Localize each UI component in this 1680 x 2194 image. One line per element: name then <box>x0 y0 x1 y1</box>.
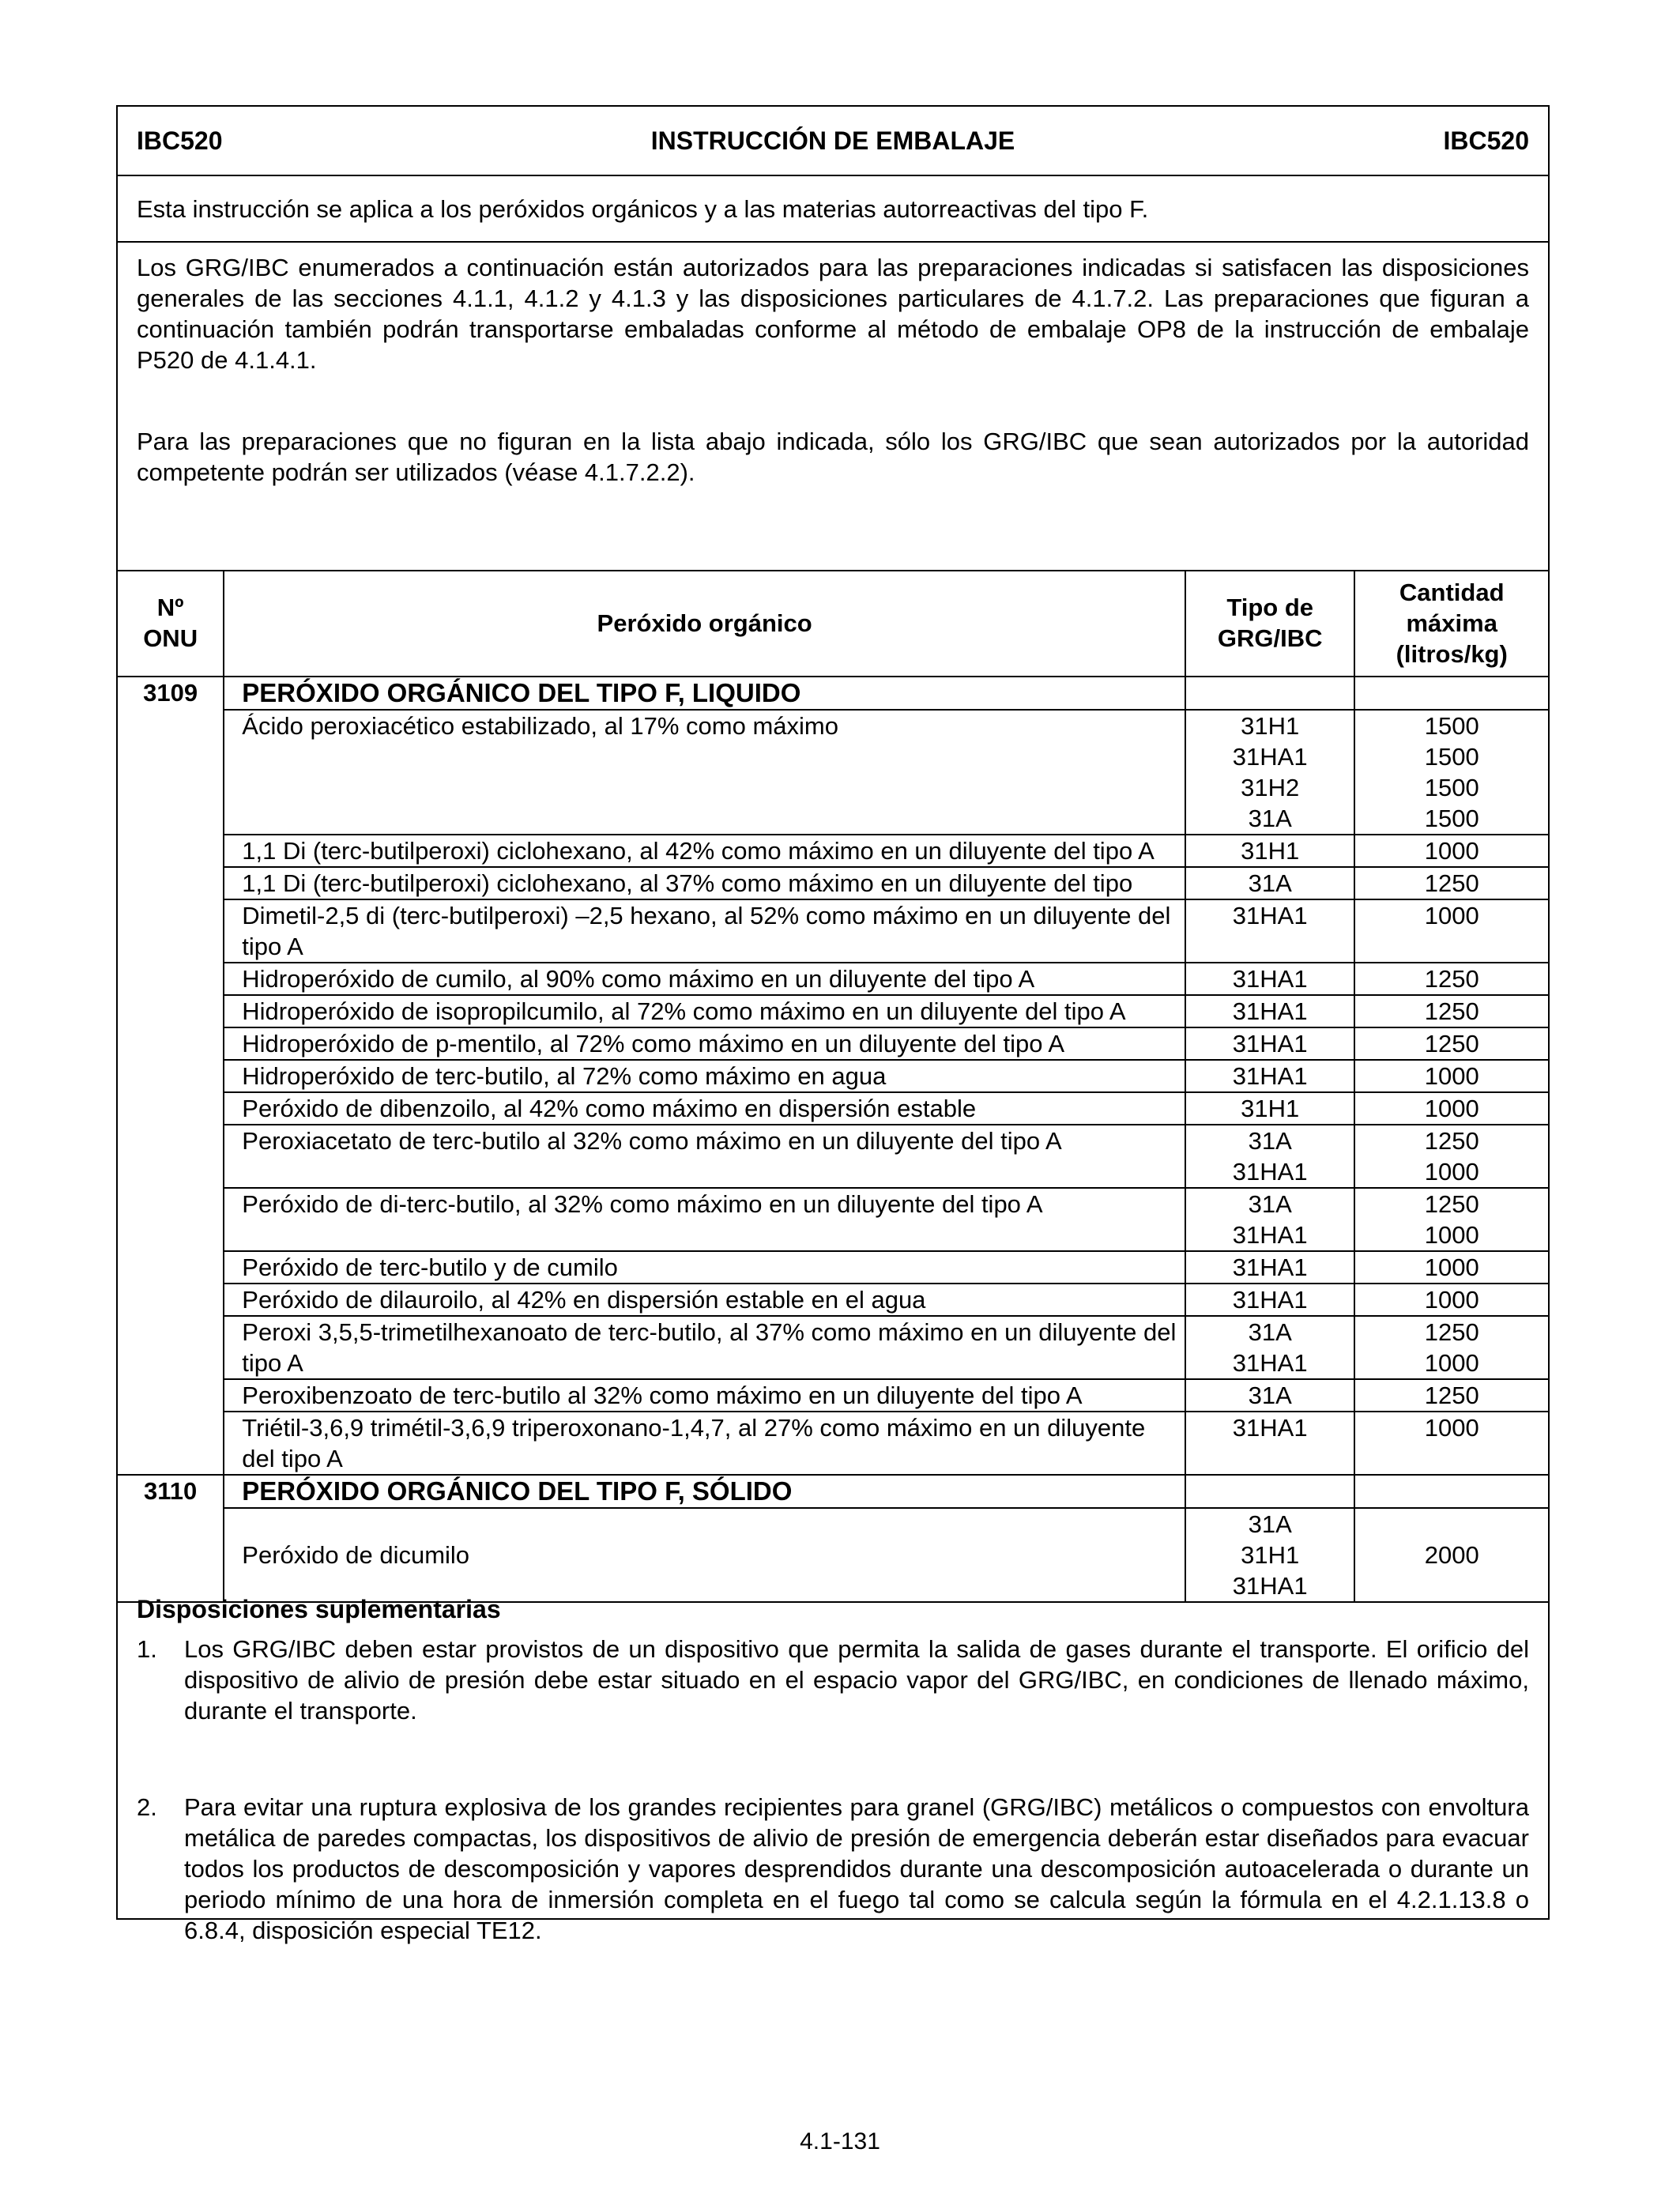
peroxide-name-cell: Triétil-3,6,9 trimétil-3,6,9 triperoxonano-1,4,7, al 27% como máximo en un diluyente del tipo A <box>224 1412 1185 1475</box>
item-number: 2. <box>137 1793 157 1821</box>
table-row <box>118 1188 1548 1251</box>
peroxide-table <box>118 570 1548 1603</box>
onu-number-cell: 3109 <box>118 677 224 1475</box>
peroxide-name-cell: Hidroperóxido de p-mentilo, al 72% como máximo en un diluyente del tipo A <box>224 1027 1185 1060</box>
max-quantity-cell: 1000 <box>1354 899 1548 963</box>
page-number: 4.1-131 <box>800 2128 880 2154</box>
ibc-type-cell: 31A 31HA1 <box>1185 1188 1354 1251</box>
ibc-type-cell: 31H1 31HA1 31H2 31A <box>1185 710 1354 835</box>
ibc-type-cell: 31H1 <box>1185 835 1354 867</box>
max-quantity-cell: 1000 <box>1354 1092 1548 1125</box>
ibc-type-cell: 31HA1 <box>1185 1284 1354 1316</box>
max-quantity-cell: 1000 <box>1354 1251 1548 1284</box>
provisions-paragraph-1: Los GRG/IBC enumerados a continuación están autorizados para las preparaciones indicadas si satisfacen las disposiciones generales de las secciones 4.1.1, 4.1.2 y 4.1.3 y las disposiciones particulares de 4.1.7.2. Las preparaciones que figuran a continuación también podrán transportarse embaladas conforme al método de embalaje OP8 de la instrucción de embalaje P520 de 4.1.4.1. <box>137 254 1529 374</box>
item-text: Para evitar una ruptura explosiva de los grandes recipientes para granel (GRG/IBC) metálicos o compuestos con envoltura metálica de paredes compactas, los dispositivos de alivio de presión de emergencia deberán estar diseñados para evacuar todos los productos de descomposición y vapores desprendidos durante una descomposición autoacelerada o durante un periodo mínimo de una hora de inmersión completa en el fuego tal como se calcula según la fórmula en el 4.2.1.13.8 o 6.8.4, disposición especial TE12. <box>184 1793 1529 1944</box>
peroxide-name-cell: 1,1 Di (terc-butilperoxi) ciclohexano, al 37% como máximo en un diluyente del tipo <box>224 867 1185 899</box>
instruction-header <box>118 107 1548 176</box>
ibc-type-cell: 31A 31HA1 <box>1185 1125 1354 1188</box>
peroxide-name-cell: Peróxido de terc-butilo y de cumilo <box>224 1251 1185 1284</box>
table-row <box>118 867 1548 899</box>
supplementary-title: Disposiciones suplementarias <box>137 1595 501 1623</box>
peroxide-name-cell: Hidroperóxido de isopropilcumilo, al 72% como máximo en un diluyente del tipo A <box>224 995 1185 1027</box>
qty-cell-empty <box>1354 1475 1548 1508</box>
ibc-type-cell: 31A <box>1185 1379 1354 1412</box>
ibc-type-cell: 31A 31H1 31HA1 <box>1185 1508 1354 1602</box>
ibc-type-cell: 31HA1 <box>1185 1412 1354 1475</box>
peroxide-name-cell: Ácido peroxiacético estabilizado, al 17% como máximo <box>224 710 1185 835</box>
max-quantity-cell: 1000 <box>1354 835 1548 867</box>
max-quantity-cell: 1000 <box>1354 1284 1548 1316</box>
table-row <box>118 1060 1548 1092</box>
table-row <box>118 835 1548 867</box>
qty-cell-empty <box>1354 677 1548 710</box>
peroxide-name-cell: 1,1 Di (terc-butilperoxi) ciclohexano, al 42% como máximo en un diluyente del tipo A <box>224 835 1185 867</box>
max-quantity-cell: 1250 <box>1354 867 1548 899</box>
max-quantity-cell: 1250 <box>1354 1027 1548 1060</box>
peroxide-name-cell: Peroxibenzoato de terc-butilo al 32% como máximo en un diluyente del tipo A <box>224 1379 1185 1412</box>
ibc-type-cell: 31HA1 <box>1185 995 1354 1027</box>
max-quantity-cell: 1250 <box>1354 995 1548 1027</box>
table-row <box>118 1027 1548 1060</box>
ibc-type-cell: 31A 31HA1 <box>1185 1316 1354 1379</box>
header-max-quantity: Cantidad máxima (litros/kg) <box>1354 570 1548 677</box>
header-onu-number: Nº ONU <box>118 570 224 677</box>
peroxide-name-cell: Peróxido de dibenzoilo, al 42% como máximo en dispersión estable <box>224 1092 1185 1125</box>
onu-number-cell: 3110 <box>118 1475 224 1602</box>
table-row <box>118 1412 1548 1475</box>
peroxide-name-cell: Dimetil-2,5 di (terc-butilperoxi) –2,5 hexano, al 52% como máximo en un diluyente del tipo A <box>224 899 1185 963</box>
max-quantity-cell: 1250 1000 <box>1354 1125 1548 1188</box>
ibc-type-cell: 31HA1 <box>1185 1027 1354 1060</box>
max-quantity-cell: 1250 <box>1354 1379 1548 1412</box>
peroxide-name-cell: Peroxi 3,5,5-trimetilhexanoato de terc-butilo, al 37% como máximo en un diluyente del tipo A <box>224 1316 1185 1379</box>
ibc-type-cell: 31HA1 <box>1185 1060 1354 1092</box>
instruction-code-left: IBC520 <box>137 126 223 155</box>
table-row <box>118 963 1548 995</box>
peroxide-name-cell: Peróxido de dilauroilo, al 42% en dispersión estable en el agua <box>224 1284 1185 1316</box>
max-quantity-cell: 1250 1000 <box>1354 1188 1548 1251</box>
max-quantity-cell: 1500 1500 1500 1500 <box>1354 710 1548 835</box>
peroxide-name-cell: Hidroperóxido de cumilo, al 90% como máximo en un diluyente del tipo A <box>224 963 1185 995</box>
table-header-row <box>118 570 1548 677</box>
ibc-type-cell: 31H1 <box>1185 1092 1354 1125</box>
table-row <box>118 710 1548 835</box>
type-cell-empty <box>1185 1475 1354 1508</box>
item-text: Los GRG/IBC deben estar provistos de un dispositivo que permita la salida de gases durante el transporte. El orificio del dispositivo de alivio de presión debe estar situado en el espacio vapor del GRG/IBC, en condiciones de llenado máximo, durante el transporte. <box>184 1635 1529 1725</box>
table-row <box>118 1284 1548 1316</box>
table-body <box>118 677 1548 1602</box>
packing-instruction-frame <box>116 105 1550 1944</box>
scope-section <box>118 175 1548 243</box>
item-number: 1. <box>137 1635 157 1663</box>
table-row <box>118 995 1548 1027</box>
max-quantity-cell: 1250 1000 <box>1354 1316 1548 1379</box>
header-ibc-type: Tipo de GRG/IBC <box>1185 570 1354 677</box>
group-title-cell: PERÓXIDO ORGÁNICO DEL TIPO F, LIQUIDO <box>224 677 1185 710</box>
table-row <box>118 1316 1548 1379</box>
table-row <box>118 1251 1548 1284</box>
general-provisions <box>118 241 1548 571</box>
table-row <box>118 899 1548 963</box>
peroxide-name-cell: Peroxiacetato de terc-butilo al 32% como máximo en un diluyente del tipo A <box>224 1125 1185 1188</box>
max-quantity-cell: 1000 <box>1354 1060 1548 1092</box>
max-quantity-cell: 1250 <box>1354 963 1548 995</box>
header-organic-peroxide: Peróxido orgánico <box>224 570 1185 677</box>
max-quantity-cell: 1000 <box>1354 1412 1548 1475</box>
max-quantity-cell: 2000 <box>1354 1508 1548 1602</box>
instruction-code-right: IBC520 <box>1443 126 1529 155</box>
peroxide-name-cell: Peróxido de di-terc-butilo, al 32% como máximo en un diluyente del tipo A <box>224 1188 1185 1251</box>
ibc-type-cell: 31A <box>1185 867 1354 899</box>
table-row <box>118 1379 1548 1412</box>
table-row <box>118 1125 1548 1188</box>
instruction-title: INSTRUCCIÓN DE EMBALAJE <box>650 126 1015 155</box>
group-header-row <box>118 1475 1548 1508</box>
peroxide-name-cell: Hidroperóxido de terc-butilo, al 72% como máximo en agua <box>224 1060 1185 1092</box>
table-row <box>118 1508 1548 1602</box>
scope-text: Esta instrucción se aplica a los peróxidos orgánicos y a las materias autorreactivas del tipo F. <box>137 195 1149 223</box>
table-row <box>118 1092 1548 1125</box>
provisions-paragraph-2: Para las preparaciones que no figuran en la lista abajo indicada, sólo los GRG/IBC que sean autorizados por la autoridad competente podrán ser utilizados (véase 4.1.7.2.2). <box>137 428 1529 486</box>
group-header-row <box>118 677 1548 710</box>
peroxide-name-cell: Peróxido de dicumilo <box>224 1508 1185 1602</box>
ibc-type-cell: 31HA1 <box>1185 1251 1354 1284</box>
group-title-cell: PERÓXIDO ORGÁNICO DEL TIPO F, SÓLIDO <box>224 1475 1185 1508</box>
ibc-type-cell: 31HA1 <box>1185 963 1354 995</box>
ibc-type-cell: 31HA1 <box>1185 899 1354 963</box>
type-cell-empty <box>1185 677 1354 710</box>
